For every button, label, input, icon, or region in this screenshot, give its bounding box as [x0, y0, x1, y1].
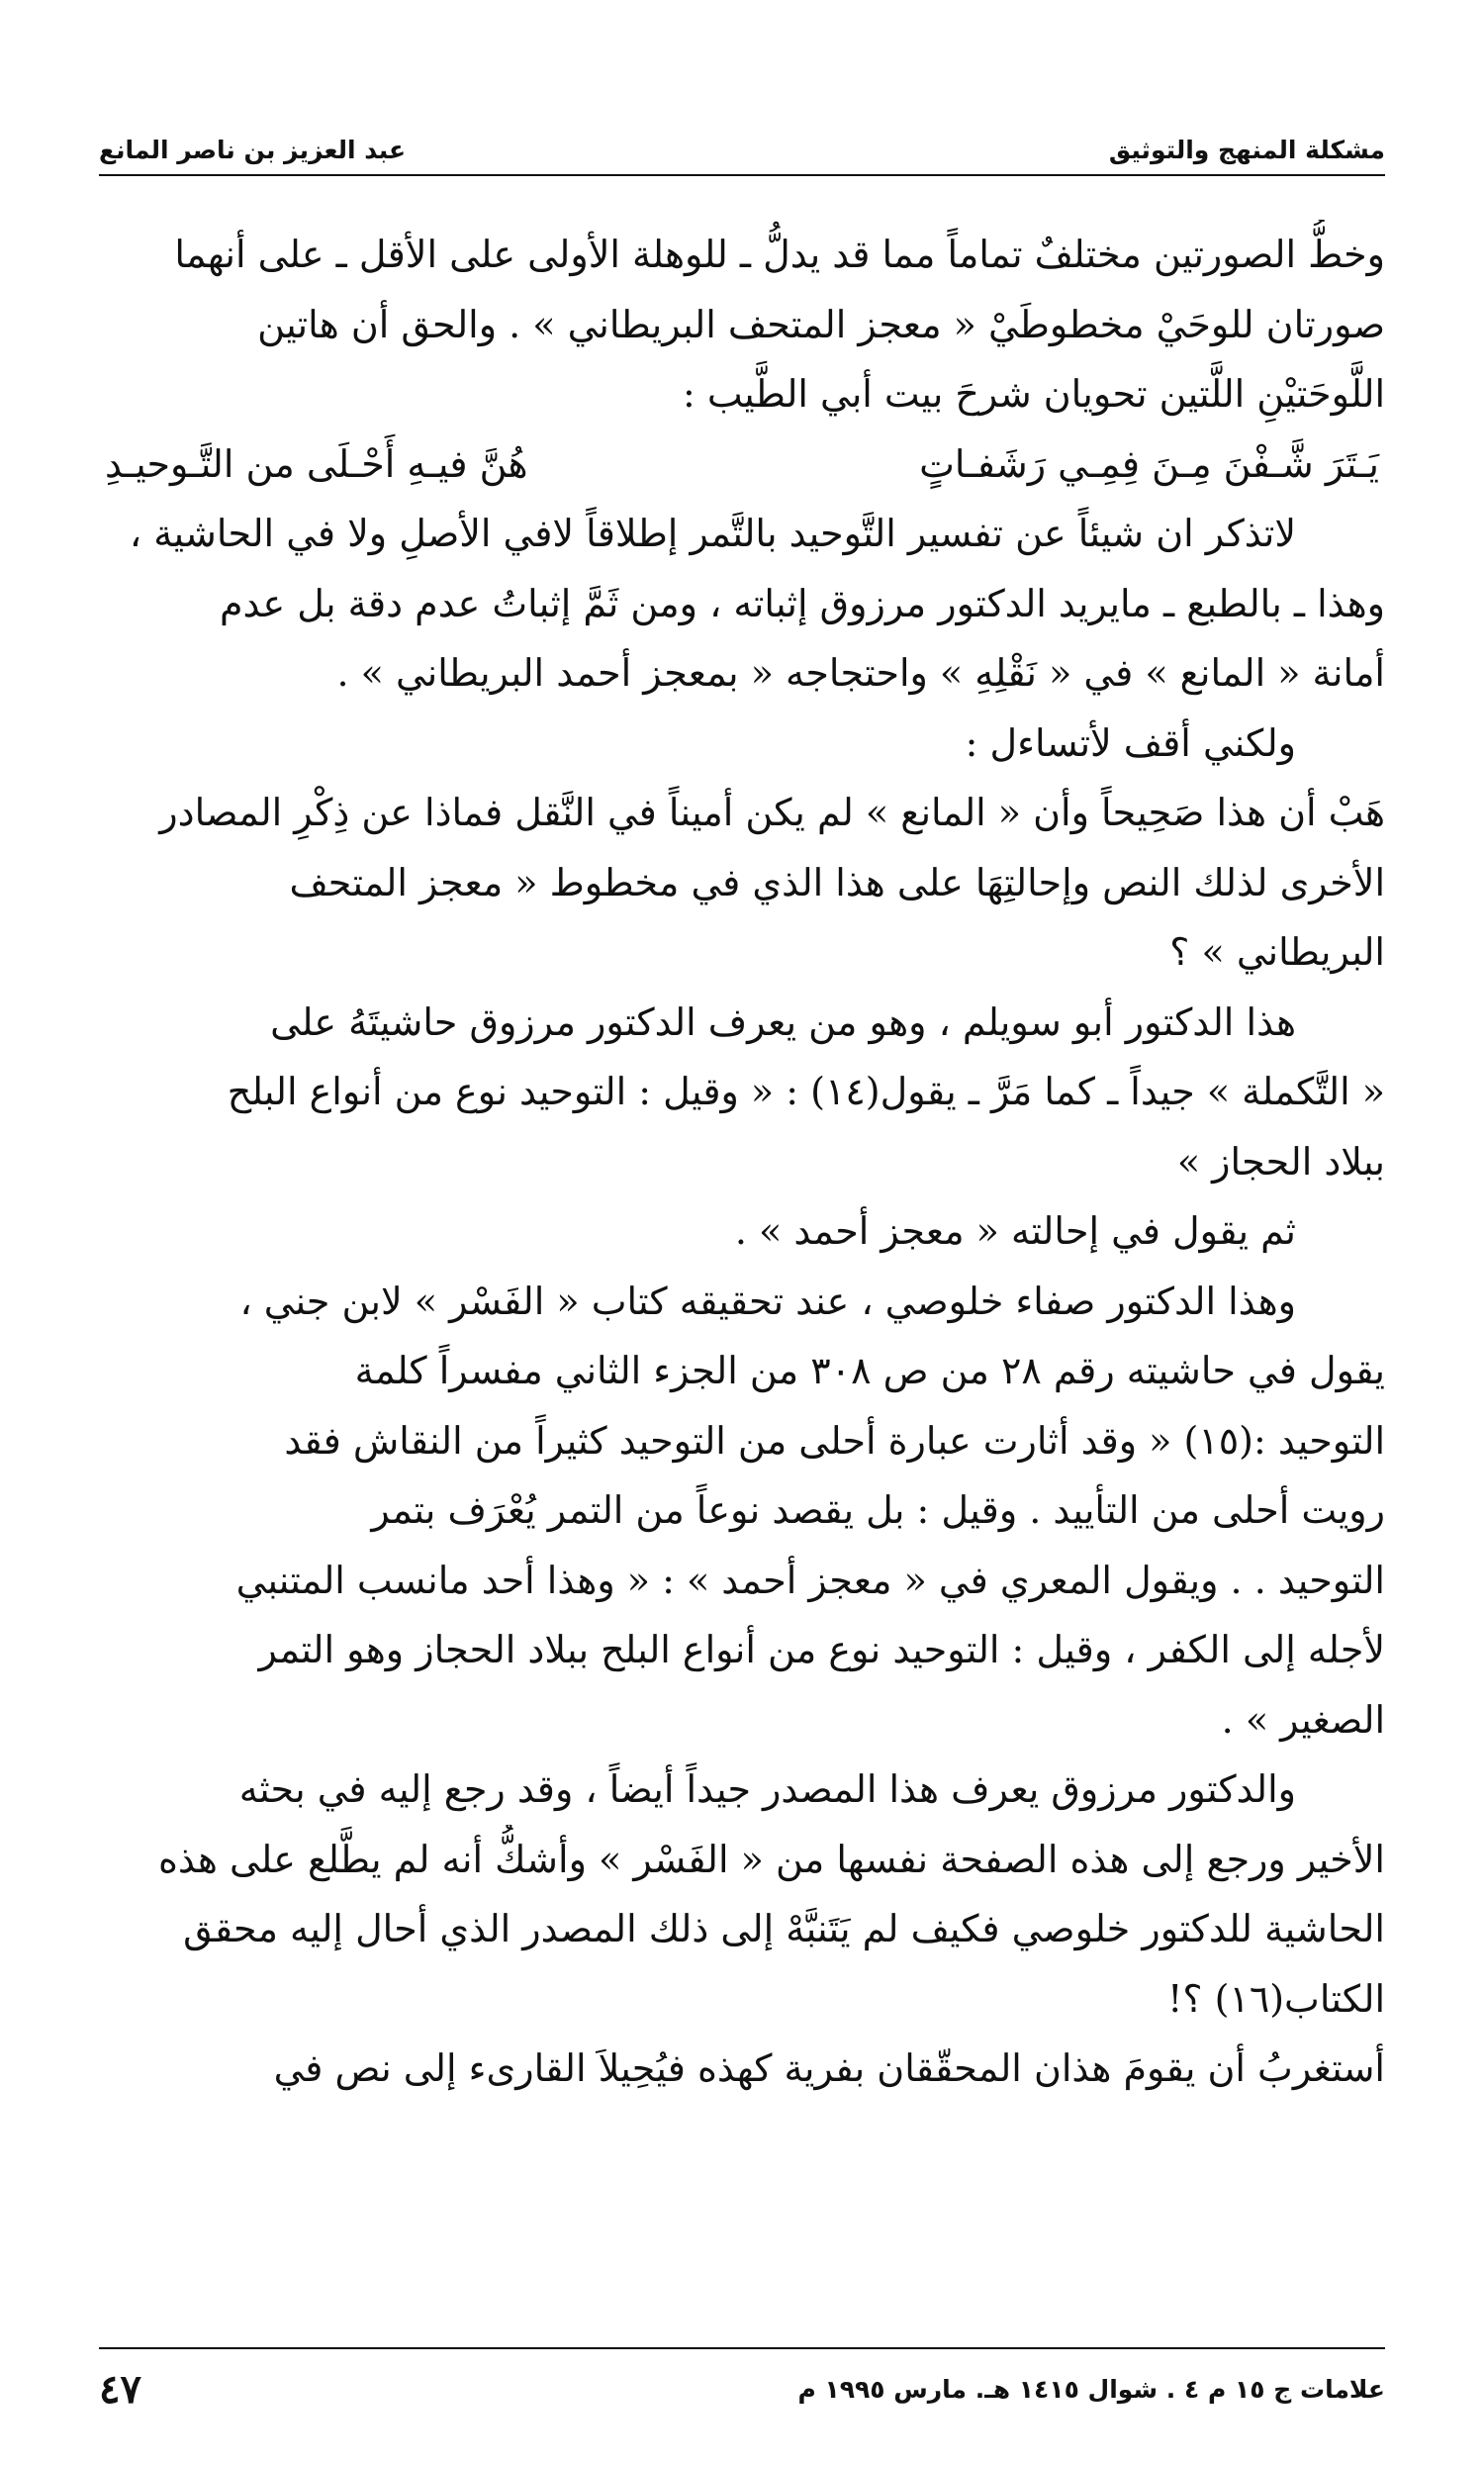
text-line: « التَّكملة » جيداً ـ كما مَرَّ ـ يقول(١٤) : « وقيل : التوحيد نوع من أنواع البلح — [227, 1070, 1385, 1113]
text-line: الحاشية للدكتور خلوصي فكيف لم يَتَنبَّهْ إلى ذلك المصدر الذي أحال إليه محقق — [183, 1907, 1385, 1950]
verse-first-hemistich: يَـتَرَ شَّـفْنَ مِـنَ فِمِـي رَشَفـاتٍ — [919, 441, 1379, 486]
verse-second-hemistich: هُنَّ فيـهِ أَحْـلَى من التَّـوحيـدِ — [105, 441, 528, 486]
text-line: البريطاني » ؟ — [1169, 930, 1385, 974]
text-line: لأجله إلى الكفر ، وقيل : التوحيد نوع من أنواع البلح ببلاد الحجاز وهو التمر — [258, 1628, 1385, 1671]
text-line: هذا الدكتور أبو سويلم ، وهو من يعرف الدكتور مرزوق حاشيتَهُ على — [270, 999, 1296, 1044]
text-line: لاتذكر ان شيئاً عن تفسير التَّوحيد بالتَّمر إطلاقاً لافي الأصلِ ولا في الحاشية ، — [129, 512, 1296, 555]
text-line: التوحيد :(١٥) « وقد أثارت عبارة أحلى من التوحيد كثيراً من النقاش فقد — [284, 1418, 1385, 1463]
text-line: اللَّوحَتيْنِ اللَّتين تحويان شرحَ بيت أبي الطَّيب : — [682, 372, 1385, 416]
text-line: صورتان للوحَيْ مخطوطَيْ « معجز المتحف البريطاني » . والحق أن هاتين — [257, 302, 1385, 346]
text-line: والدكتور مرزوق يعرف هذا المصدر جيداً أيضاً ، وقد رجع إليه في بحثه — [238, 1767, 1296, 1811]
text-line: الأخير ورجع إلى هذه الصفحة نفسها من « الفَسْر » وأشكُّ أنه لم يطَّلع على هذه — [158, 1837, 1385, 1881]
text-line: يقول في حاشيته رقم ٢٨ من ص ٣٠٨ من الجزء الثاني مفسراً كلمة — [354, 1349, 1385, 1392]
text-line: وخطُّ الصورتين مختلفٌ تماماً مما قد يدلُّ ـ للوهلة الأولى على الأقل ـ على أنهما — [174, 233, 1385, 276]
header-journal-title: مشكلة المنهج والتوثيق — [1108, 136, 1385, 164]
text-line: ثم يقول في إحالته « معجز أحمد » . — [734, 1209, 1296, 1253]
header-rule — [99, 174, 1385, 176]
running-header — [99, 117, 1385, 164]
text-line: التوحيد . . ويقول المعري في « معجز أحمد » : « وهذا أحد مانسب المتنبي — [235, 1558, 1385, 1602]
footer-rule — [99, 2347, 1385, 2349]
text-line: ببلاد الحجاز » — [1176, 1139, 1385, 1184]
text-line: رويت أحلى من التأييد . وقيل : بل يقصد نوعاً من التمر يُعْرَف بتمر — [371, 1488, 1385, 1532]
page-number: ٤٧ — [99, 2365, 141, 2413]
text-line: أستغربُ أن يقومَ هذان المحقّقان بفرية كهذه فيُحِيلاَ القارىء إلى نص في — [273, 2046, 1385, 2090]
body-text — [99, 220, 1385, 2104]
poem-verse — [99, 429, 1385, 500]
text-line: وهذا الدكتور صفاء خلوصي ، عند تحقيقه كتاب « الفَسْر » لابن جني ، — [239, 1279, 1296, 1323]
text-line: أمانة « المانع » في « نَقْلِهِ » واحتجاجه « بمعجز أحمد البريطاني » . — [336, 651, 1385, 695]
running-footer — [99, 2359, 1385, 2419]
text-line: ولكني أقف لأتساءل : — [965, 720, 1296, 765]
text-line: الصغير » . — [1221, 1697, 1385, 1742]
text-line: الكتاب(١٦) ؟! — [1167, 1976, 1385, 2021]
header-author: عبد العزيز بن ناصر المانع — [99, 136, 407, 164]
text-line: وهذا ـ بالطبع ـ مايريد الدكتور مرزوق إثباته ، ومن ثَمَّ إثباتُ عدم دقة بل عدم — [219, 581, 1385, 625]
text-line: الأخرى لذلك النص وإحالتِهَا على هذا الذي في مخطوط « معجز المتحف — [289, 860, 1385, 904]
text-line: هَبْ أن هذا صَحِيحاً وأن « المانع » لم يكن أميناً في النَّقل فماذا عن ذِكْرِ المصادر — [159, 791, 1385, 834]
footer-journal-info: علامات ج ١٥ م ٤ . شوال ١٤١٥ هـ. مارس ١٩٩٥ م — [797, 2374, 1385, 2404]
